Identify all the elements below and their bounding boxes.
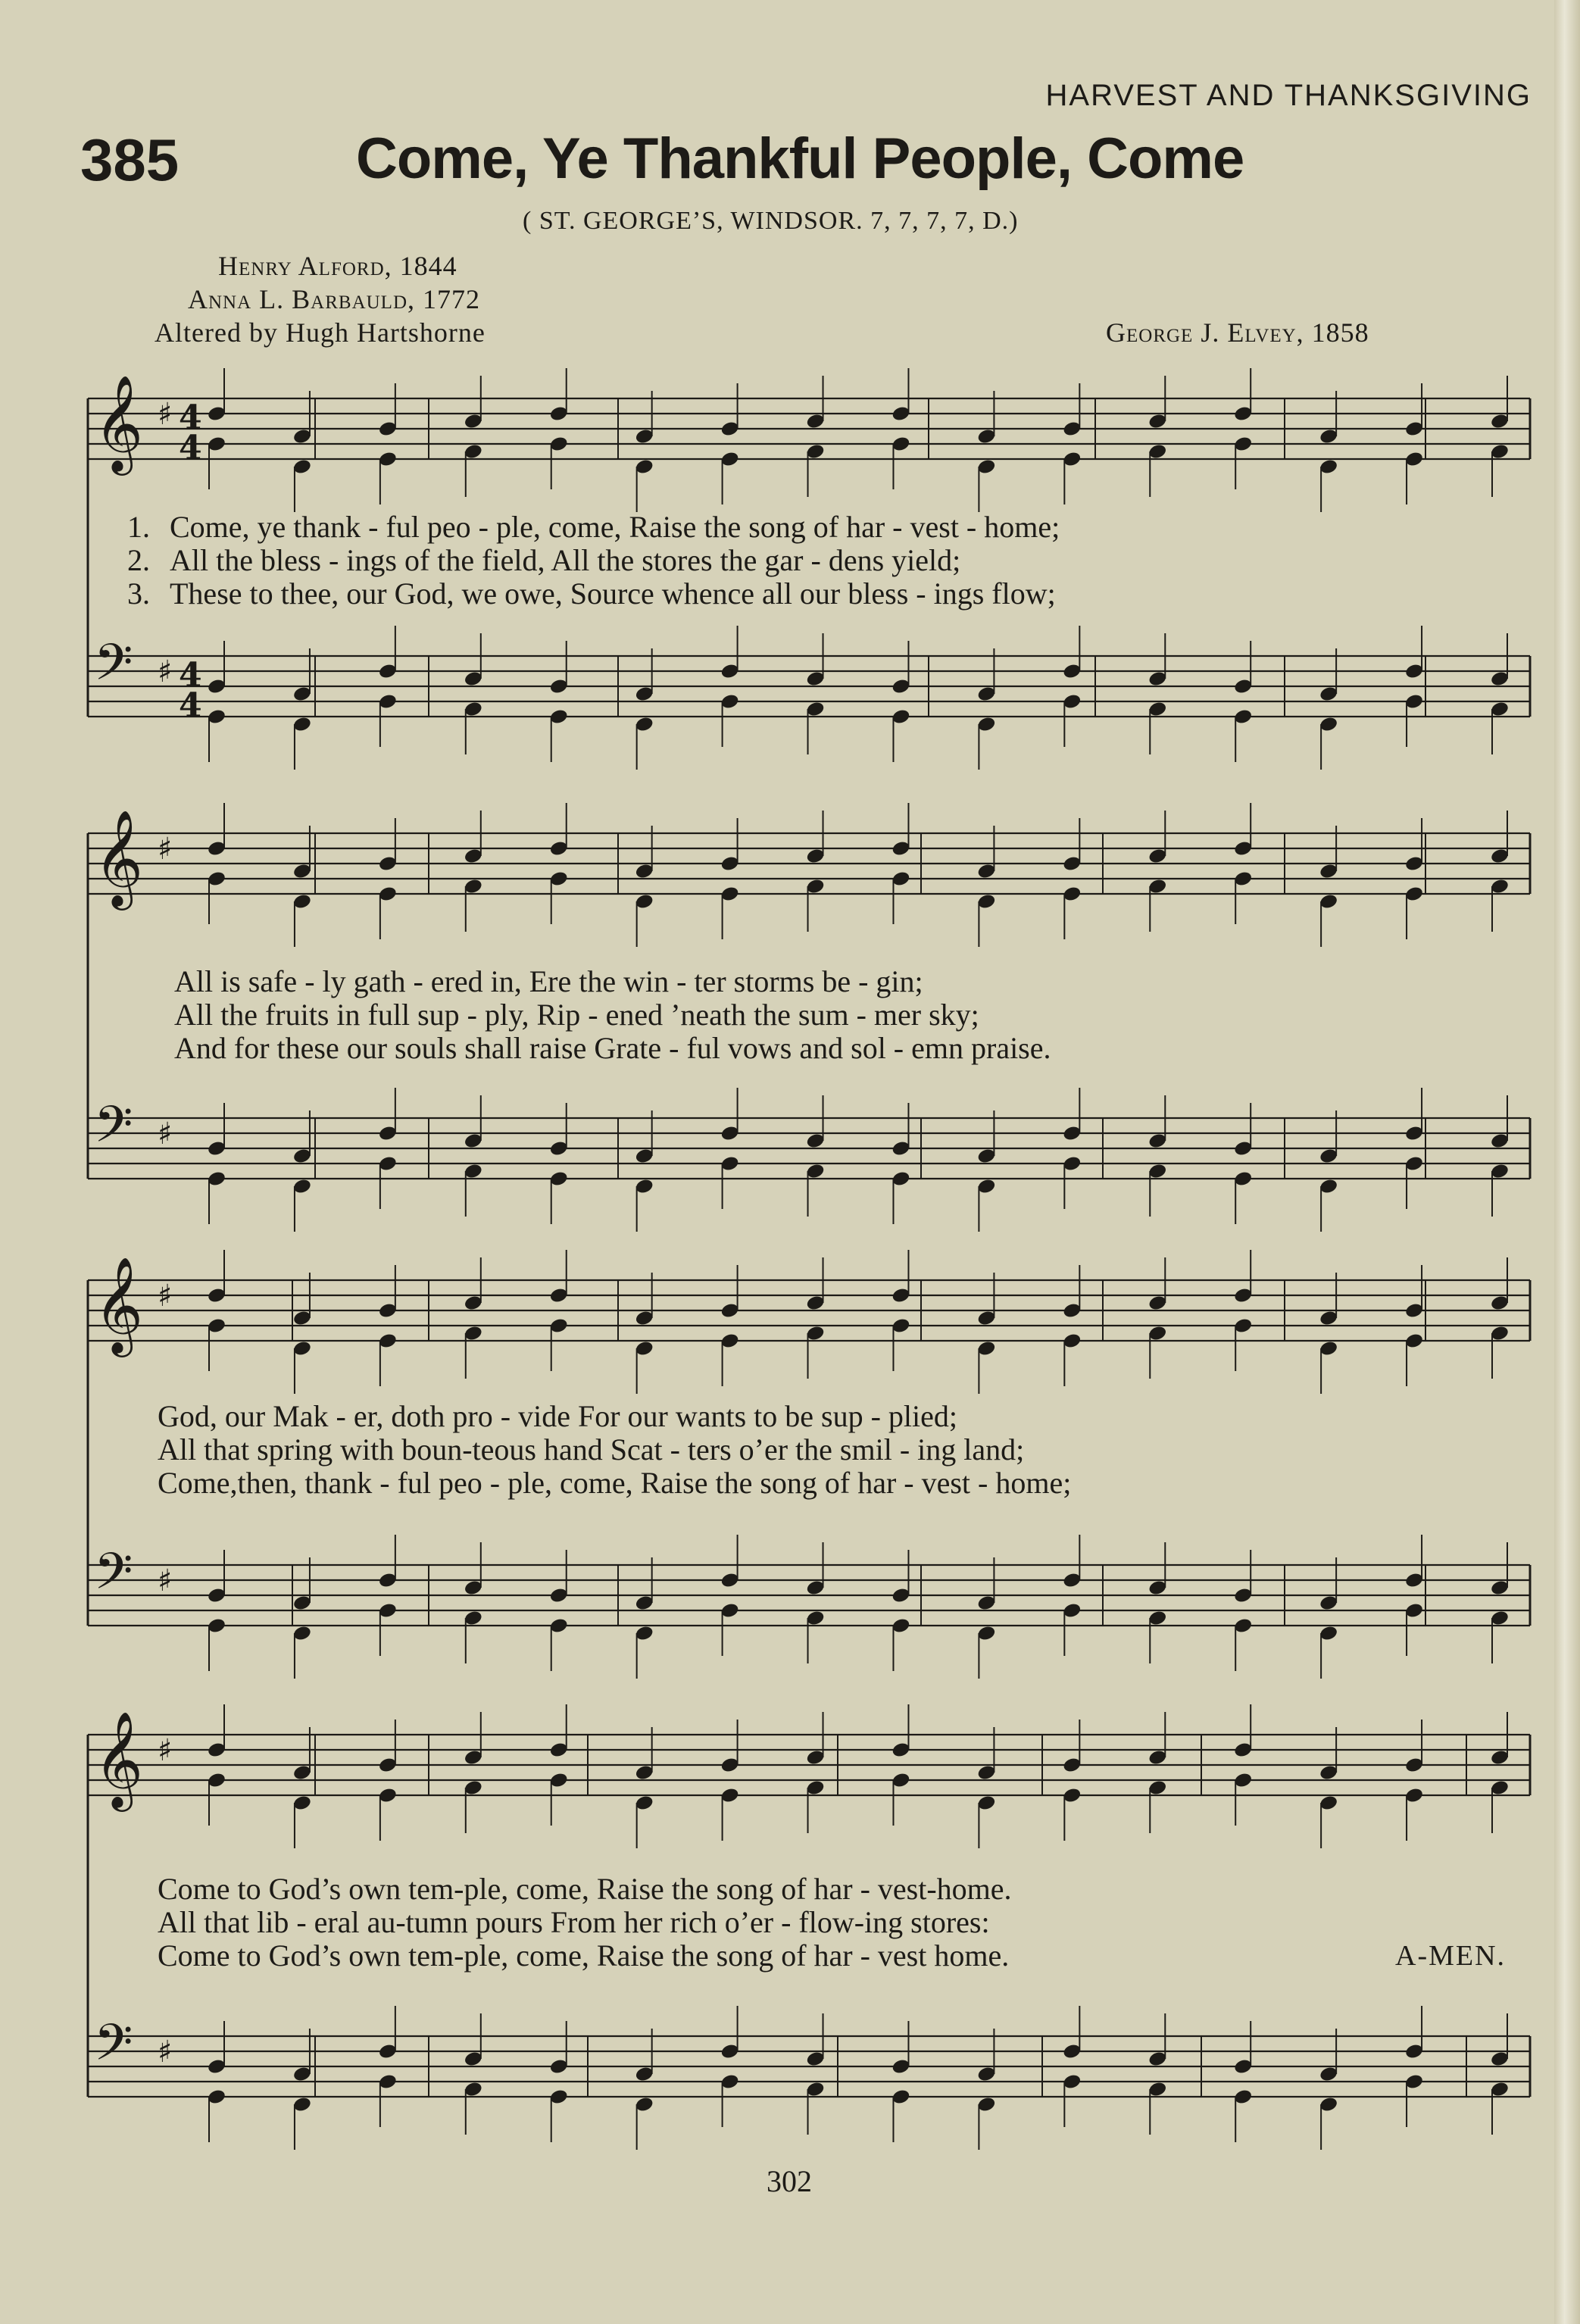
bass-clef: 𝄢 bbox=[94, 1542, 133, 1613]
author-credit: Anna L. Barbauld, 1772 bbox=[188, 284, 480, 314]
key-signature-sharp: ♯ bbox=[158, 1563, 173, 1598]
time-signature: 4 bbox=[179, 656, 202, 695]
hymn-number: 385 bbox=[80, 127, 180, 193]
key-signature-sharp: ♯ bbox=[158, 832, 173, 867]
tune-name: ( ST. GEORGE’S, WINDSOR. 7, 7, 7, 7, D.) bbox=[523, 207, 1019, 235]
treble-clef: 𝄞 bbox=[94, 1710, 144, 1807]
time-signature: 4 bbox=[179, 398, 202, 437]
lyric-line: All that lib - eral au-tumn pours From her rich o’er - flow-ing stores: bbox=[158, 1905, 990, 1939]
composer-credit: George J. Elvey, 1858 bbox=[1106, 317, 1369, 348]
lyric-line: All is safe - ly gath - ered in, Ere the win - ter storms be - gin; bbox=[174, 964, 923, 998]
lyric-line bbox=[127, 509, 1060, 545]
lyric-text: Come, ye thank - ful peo - ple, come, Raise the song of har - vest - home; bbox=[170, 510, 1060, 544]
hymn-title: Come, Ye Thankful People, Come bbox=[356, 127, 1244, 191]
verse-number: 3. bbox=[127, 576, 150, 611]
bass-clef: 𝄢 bbox=[94, 2013, 133, 2084]
key-signature-sharp: ♯ bbox=[158, 2035, 173, 2069]
author-credit: Henry Alford, 1844 bbox=[218, 251, 457, 281]
verse-number: 1. bbox=[127, 510, 150, 544]
verse-number: 2. bbox=[127, 543, 150, 577]
treble-clef: 𝄞 bbox=[94, 1256, 144, 1353]
lyric-text: These to thee, our God, we owe, Source whence all our bless - ings flow; bbox=[170, 576, 1056, 611]
treble-clef: 𝄞 bbox=[94, 809, 144, 906]
page-number: 302 bbox=[767, 2164, 812, 2198]
time-signature: 4 bbox=[179, 686, 202, 725]
treble-clef: 𝄞 bbox=[94, 374, 144, 471]
time-signature: 4 bbox=[179, 429, 202, 467]
key-signature-sharp: ♯ bbox=[158, 1117, 173, 1151]
key-signature-sharp: ♯ bbox=[158, 397, 173, 432]
lyric-line: God, our Mak - er, doth pro - vide For our wants to be sup - plied; bbox=[158, 1399, 957, 1433]
bass-clef: 𝄢 bbox=[94, 633, 133, 704]
lyric-line: Come,then, thank - ful peo - ple, come, Raise the song of har - vest - home; bbox=[158, 1466, 1072, 1500]
lyric-line bbox=[127, 542, 960, 578]
lyric-line bbox=[127, 576, 1056, 611]
key-signature-sharp: ♯ bbox=[158, 1733, 173, 1768]
lyric-line: And for these our souls shall raise Grate - ful vows and sol - emn praise. bbox=[174, 1031, 1051, 1065]
lyric-text: All the bless - ings of the field, All the stores the gar - dens yield; bbox=[170, 543, 961, 577]
amen-text: A-MEN. bbox=[1395, 1940, 1507, 1972]
author-credit: Altered by Hugh Hartshorne bbox=[155, 317, 486, 348]
lyric-line: All that spring with boun-teous hand Scat - ters o’er the smil - ing land; bbox=[158, 1432, 1025, 1467]
key-signature-sharp: ♯ bbox=[158, 1279, 173, 1313]
bass-clef: 𝄢 bbox=[94, 1095, 133, 1166]
lyric-line: Come to God’s own tem-ple, come, Raise the song of har - vest-home. bbox=[158, 1872, 1012, 1906]
section-heading: HARVEST AND THANKSGIVING bbox=[1045, 79, 1532, 112]
lyric-line: All the fruits in full sup - ply, Rip - ened ’neath the sum - mer sky; bbox=[174, 998, 979, 1032]
lyric-line: Come to God’s own tem-ple, come, Raise the song of har - vest home. bbox=[158, 1938, 1010, 1973]
key-signature-sharp: ♯ bbox=[158, 654, 173, 689]
